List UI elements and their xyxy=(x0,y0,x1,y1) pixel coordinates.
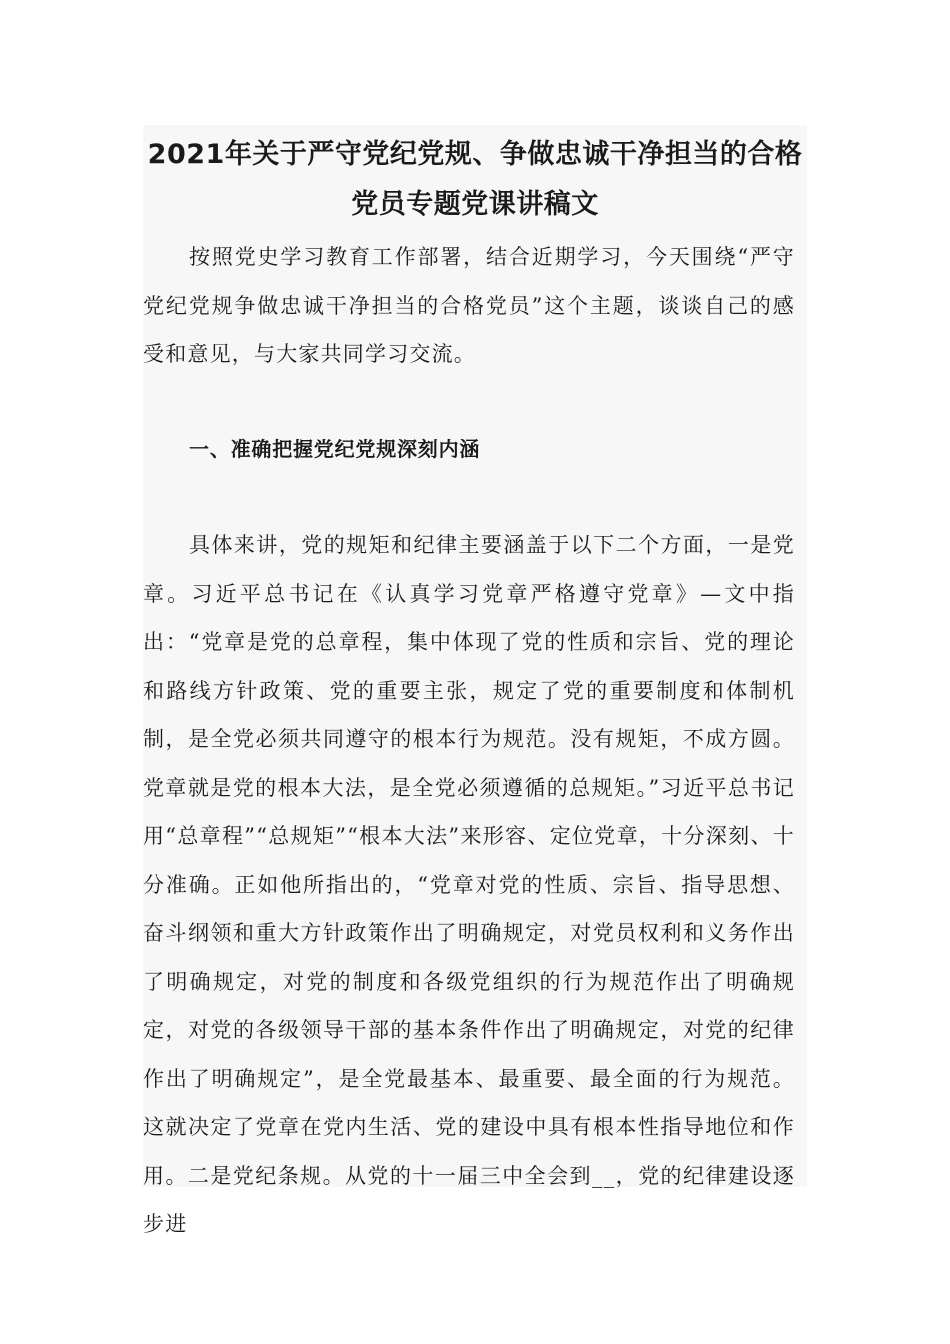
section-body-paragraph: 具体来讲，党的规矩和纪律主要涵盖于以下二个方面，一是党章。习近平总书记在《认真学习党章严格遵守党章》—文中指出：“党章是党的总章程，集中体现了党的性质和宗旨、党的理论和路线方针政策、党的重要主张，规定了党的重要制度和体制机制，是全党必须共同遵守的根本行为规范。没有规矩，不成方圆。党章就是党的根本大法，是全党必须遵循的总规矩。”习近平总书记用“总章程”“总规矩”“根本大法”来形容、定位党章，十分深刻、十分准确。正如他所指出的，“党章对党的性质、宗旨、指导思想、奋斗纲领和重大方针政策作出了明确规定，对党员权利和义务作出了明确规定，对党的制度和各级党组织的行为规范作出了明确规定，对党的各级领导干部的基本条件作出了明确规定，对党的纪律作出了明确规定”，是全党最基本、最重要、最全面的行为规范。这就决定了党章在党内生活、党的建设中具有根本性指导地位和作用。二是党纪条规。从党的十一届三中全会到__，党的纪律建设逐步进 xyxy=(143,533,795,1236)
document-body xyxy=(143,233,795,1249)
intro-paragraph: 按照党史学习教育工作部署，结合近期学习，今天围绕“严守党纪党规争做忠诚干净担当的合格党员”这个主题，谈谈自己的感受和意见，与大家共同学习交流。 xyxy=(143,245,795,366)
section-heading: 一、准确把握党纪党规深刻内涵 xyxy=(189,436,481,461)
document-title: 2021年关于严守党纪党规、争做忠诚干净担当的合格党员专题党课讲稿文 xyxy=(147,139,803,220)
